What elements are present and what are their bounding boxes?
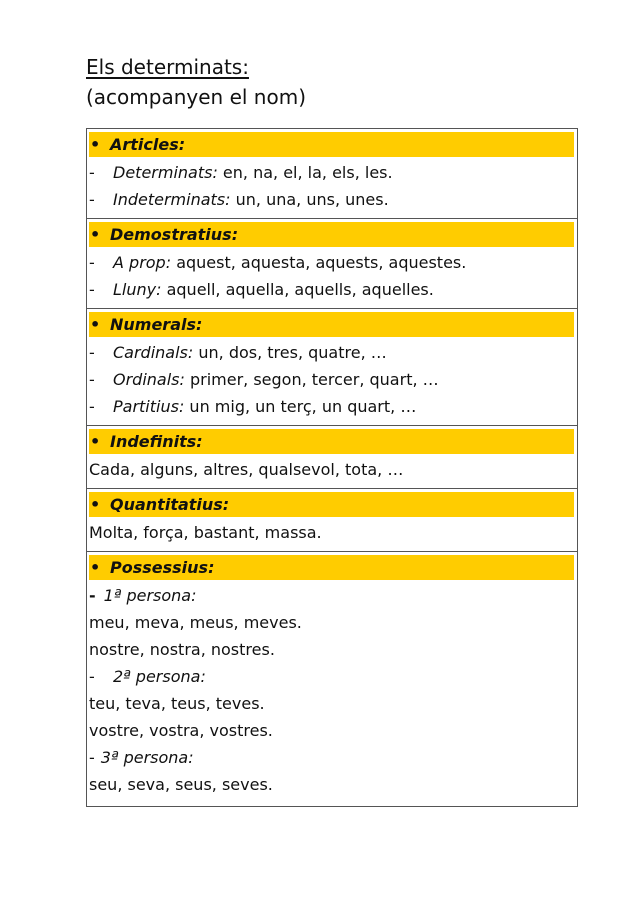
section-heading [89,429,574,454]
item-text: un, dos, tres, quatre, … [193,343,387,362]
bullet-icon: • [90,135,101,154]
section-possessius [87,552,577,806]
title-line-1: Els determinats: [86,55,249,79]
item-text: un mig, un terç, un quart, … [184,397,417,416]
list-item: teu, teva, teus, teves. [89,694,265,713]
section-heading [89,222,574,247]
list-item: nostre, nostra, nostres. [89,640,275,659]
list-item: Cada, alguns, altres, qualsevol, tota, … [89,460,404,479]
persona-text: 3ª persona: [100,748,194,767]
section-numerals [87,309,577,426]
persona-text: 2ª persona: [113,667,206,686]
heading-text: Indefinits: [110,432,203,451]
dash-icon: - [89,253,95,272]
section-quantitatius [87,489,577,552]
heading-text: Quantitatius: [110,495,230,514]
title-line-2: (acompanyen el nom) [86,85,306,109]
section-articles [87,129,577,219]
list-item [89,249,574,276]
persona-label [89,663,574,690]
section-indefinits [87,426,577,489]
list-item [89,186,574,213]
item-label: Ordinals: [113,370,185,389]
list-item [89,276,574,303]
heading-text: Demostratius: [110,225,239,244]
item-text: en, na, el, la, els, les. [217,163,393,182]
dash-icon: - [89,190,95,209]
heading-text: Possessius: [110,558,215,577]
bullet-icon: • [90,432,101,451]
section-heading [89,492,574,517]
dash-icon: - [89,343,95,362]
item-label: Cardinals: [113,343,194,362]
list-item: seu, seva, seus, seves. [89,775,273,794]
item-label: A prop: [113,253,172,272]
determinants-table [86,128,578,807]
item-text: aquell, aquella, aquells, aquelles. [161,280,434,299]
dash-icon: - [89,370,95,389]
section-heading [89,132,574,157]
item-label: Determinats: [113,163,218,182]
item-text: aquest, aquesta, aquests, aquestes. [171,253,467,272]
heading-text: Articles: [110,135,186,154]
list-item [89,393,574,420]
dash-icon: - [89,748,95,767]
list-item: Molta, força, bastant, massa. [89,523,322,542]
dash-icon: - [89,163,95,182]
item-text: un, una, uns, unes. [230,190,389,209]
item-text: primer, segon, tercer, quart, … [184,370,439,389]
dash-icon: - [89,667,95,686]
list-item [89,366,574,393]
document-title [86,52,306,112]
section-heading [89,312,574,337]
bullet-icon: • [90,225,101,244]
item-label: Partitius: [113,397,185,416]
item-label: Lluny: [113,280,162,299]
dash-icon: - [89,586,96,605]
bullet-icon: • [90,495,101,514]
dash-icon: - [89,397,95,416]
list-item [89,159,574,186]
list-item: meu, meva, meus, meves. [89,613,302,632]
persona-text: 1ª persona: [103,586,197,605]
section-heading [89,555,574,580]
item-label: Indeterminats: [113,190,231,209]
section-demostratius [87,219,577,309]
list-item: vostre, vostra, vostres. [89,721,273,740]
bullet-icon: • [90,315,101,334]
heading-text: Numerals: [110,315,203,334]
list-item [89,339,574,366]
persona-label [89,744,574,771]
persona-label [89,582,574,609]
bullet-icon: • [90,558,101,577]
dash-icon: - [89,280,95,299]
